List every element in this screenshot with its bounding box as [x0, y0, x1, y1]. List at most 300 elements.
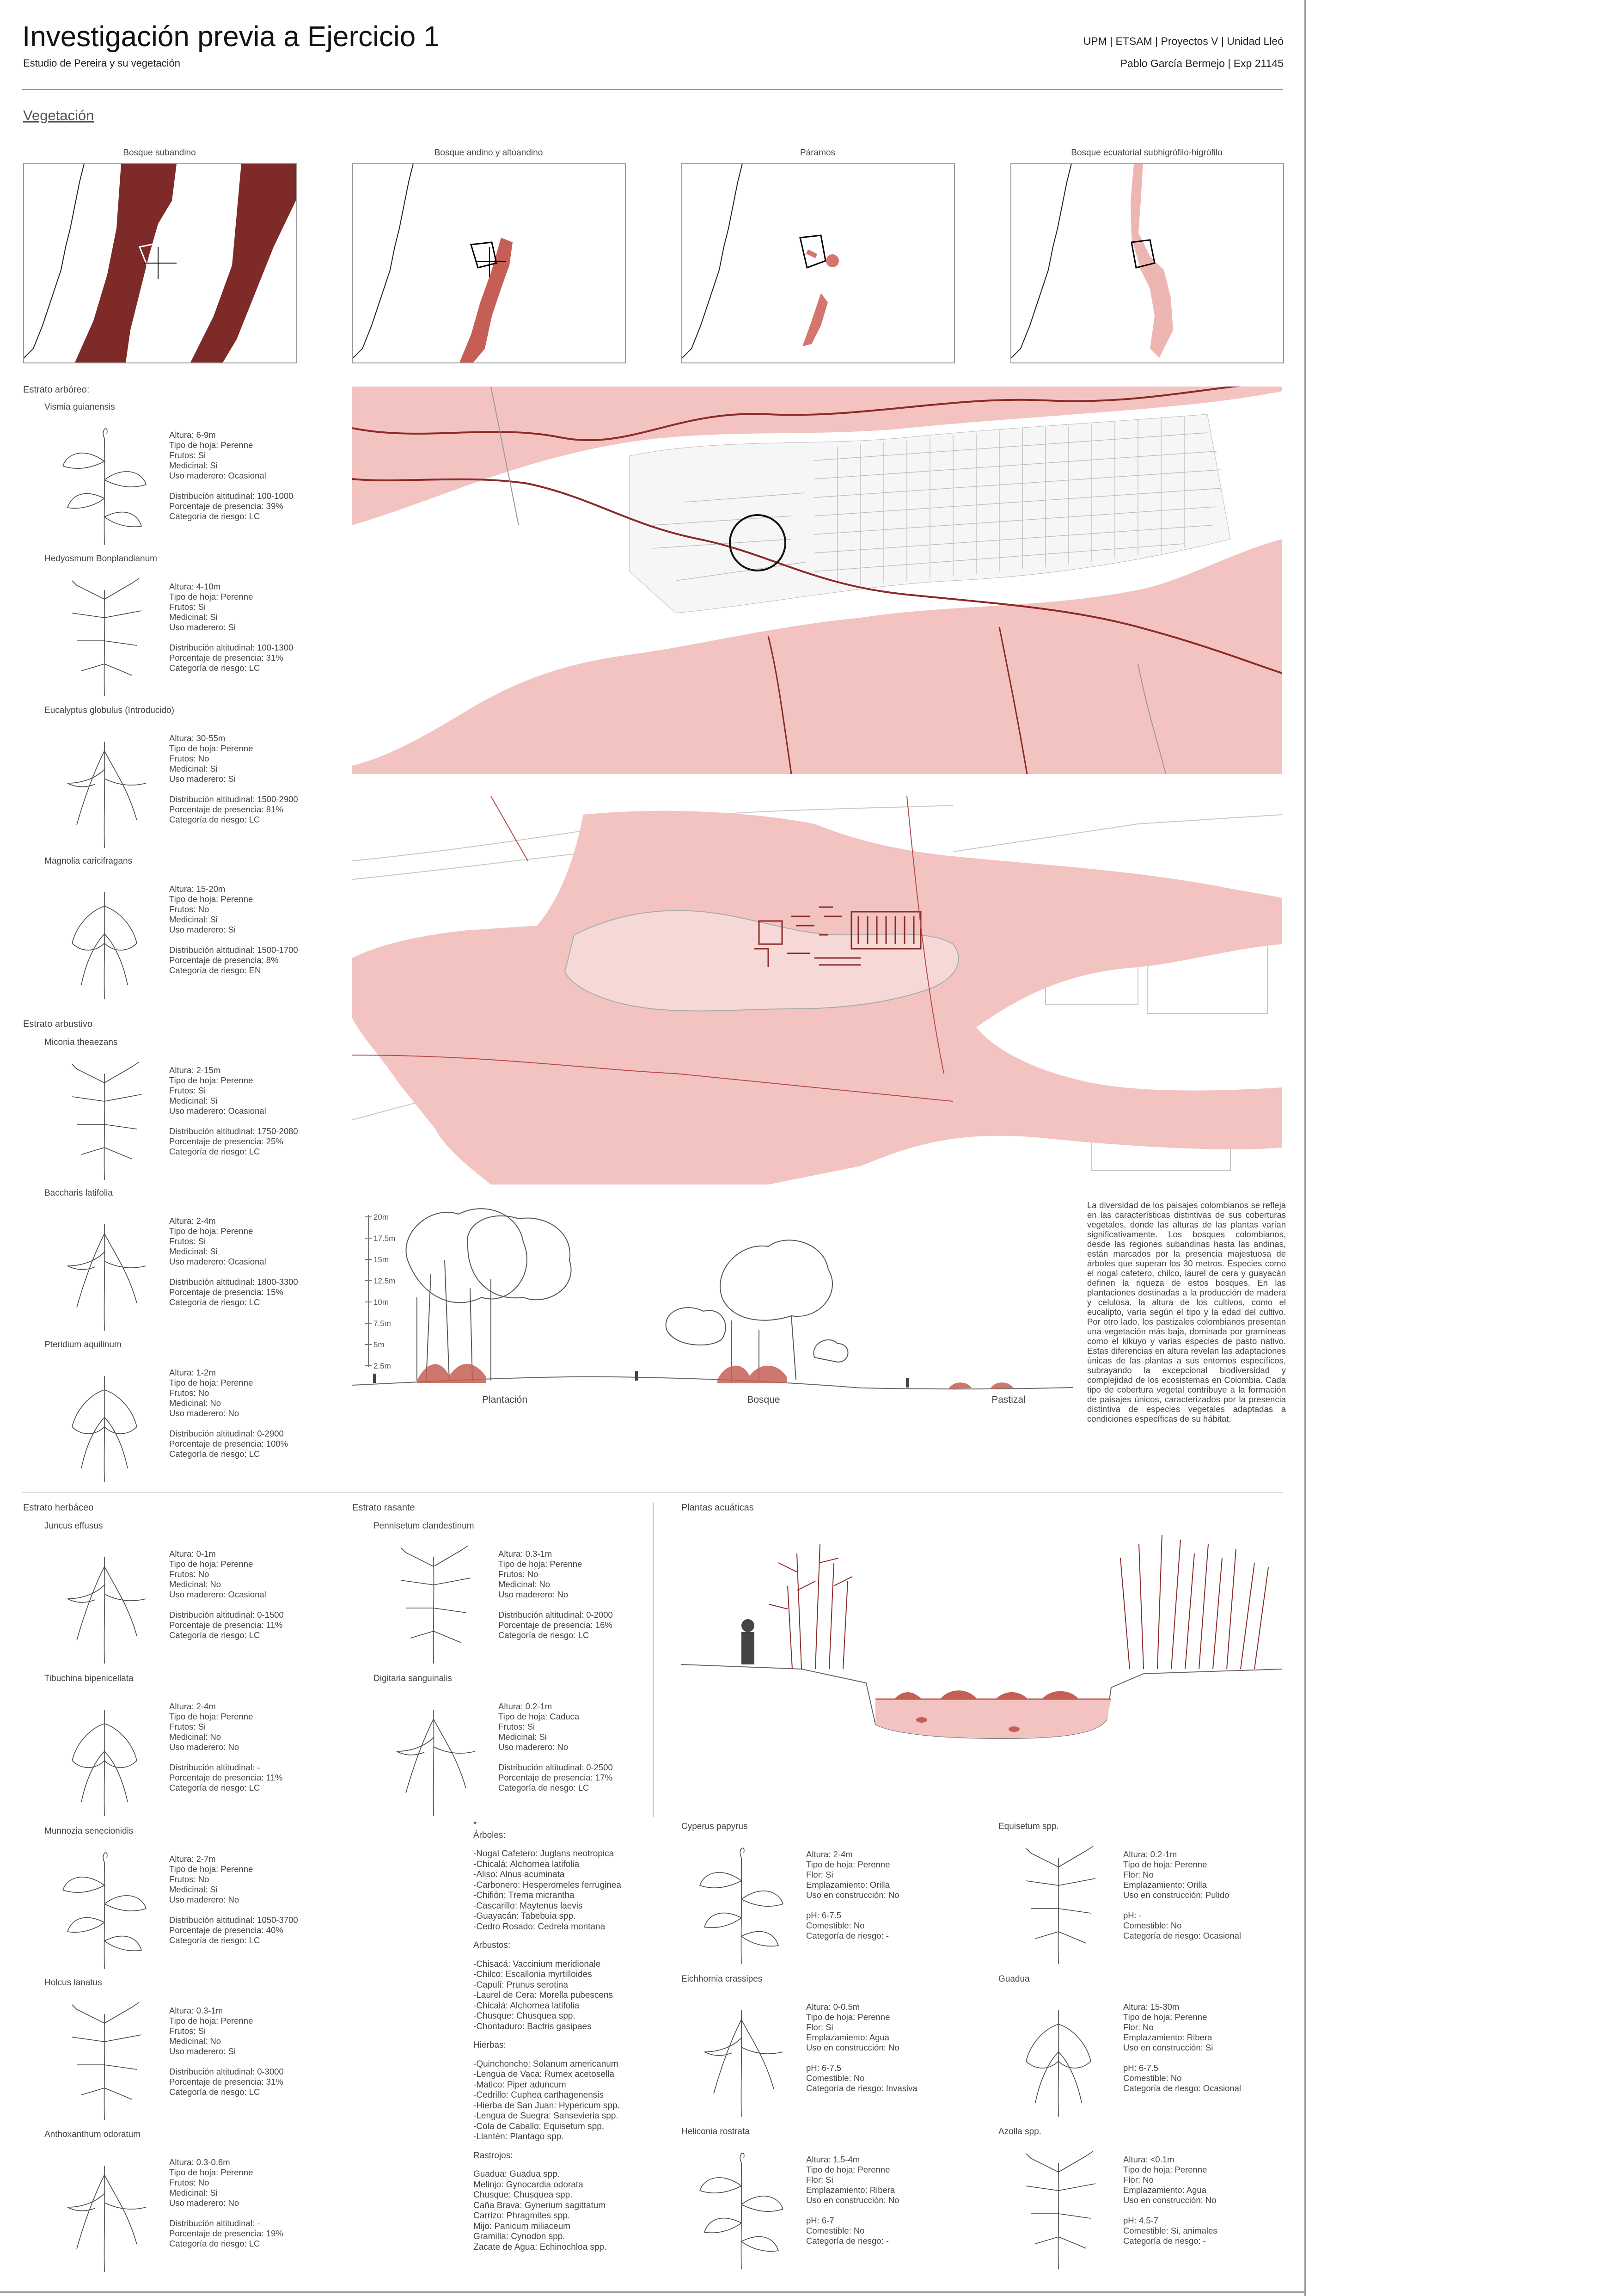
species-illustration — [49, 1995, 160, 2127]
species-attribute: Frutos: Si — [169, 1236, 206, 1246]
species-attribute: Uso maderero: No — [169, 1408, 239, 1418]
species-illustration — [49, 420, 160, 552]
species-name: Guadua — [998, 1974, 1030, 1984]
plant-illustration — [1003, 2144, 1114, 2274]
list-item: -Carbonero: Hesperomeles ferruginea — [473, 1880, 621, 1890]
species-name: Anthoxanthum odoratum — [44, 2130, 141, 2139]
plant-illustration — [686, 1839, 797, 1969]
species-attribute: Categoría de riesgo: LC — [169, 1147, 260, 1156]
species-attributes — [169, 1549, 284, 1640]
species-attribute: Frutos: No — [169, 1874, 209, 1884]
species-attribute: Emplazamiento: Agua — [806, 2032, 889, 2042]
aquatic-section-diagram — [681, 1516, 1282, 1748]
species-illustration — [49, 1691, 160, 1823]
list-item: -Guayacán: Tabebuia spp. — [473, 1911, 576, 1921]
list-item: -Capulí: Prunus serotina — [473, 1980, 568, 1990]
species-name: Pteridium aquilinum — [44, 1340, 122, 1350]
species-attribute: Altura: 0.3-1m — [498, 1549, 552, 1559]
species-name: Pennisetum clandestinum — [373, 1521, 474, 1531]
species-attribute: Altura: 1.5-4m — [806, 2155, 860, 2164]
plant-illustration — [378, 1539, 489, 1668]
species-attribute: Comestible: Si, animales — [1123, 2226, 1217, 2235]
plant-illustration — [49, 1691, 160, 1821]
plant-illustration — [686, 1992, 797, 2121]
species-attribute: Medicinal: Si — [169, 2188, 218, 2198]
list-item: Melinjo: Gynocardia odorata — [473, 2179, 583, 2190]
species-attribute: Altura: 1-2m — [169, 1368, 216, 1377]
species-illustration — [686, 2144, 797, 2276]
species-attribute: Categoría de riesgo: Ocasional — [1123, 1931, 1242, 1940]
species-attribute: Distribución altitudinal: 0-2500 — [498, 1762, 613, 1772]
species-attribute: Frutos: Si — [169, 2026, 206, 2036]
species-illustration — [1003, 2144, 1114, 2276]
stratum-arbustivo-title: Estrato arbustivo — [23, 1019, 93, 1029]
list-item: -Lengua de Vaca: Rumex acetosella — [473, 2069, 614, 2079]
species-attribute: Medicinal: Si — [169, 1885, 218, 1894]
species-attribute: Categoría de riesgo: LC — [498, 1630, 589, 1640]
species-attribute: Frutos: Si — [169, 450, 206, 460]
page-title: Investigación previa a Ejercicio 1 — [22, 21, 440, 53]
plant-illustration — [49, 1539, 160, 1668]
plant-illustration — [378, 1691, 489, 1821]
species-illustration — [49, 1844, 160, 1976]
species-attribute: Tipo de hoja: Perenne — [169, 592, 253, 602]
species-attribute: Categoría de riesgo: LC — [169, 1630, 260, 1640]
species-attribute: Tipo de hoja: Perenne — [169, 440, 253, 450]
species-attribute: pH: 4.5-7 — [1123, 2216, 1159, 2225]
list-item: Gramilla: Cynodon spp. — [473, 2232, 565, 2241]
species-attribute: Distribución altitudinal: 1800-3300 — [169, 1277, 298, 1287]
plant-illustration — [49, 1995, 160, 2125]
species-attributes — [1123, 2002, 1241, 2093]
species-attribute: Categoría de riesgo: Ocasional — [1123, 2083, 1242, 2093]
species-attributes — [169, 1216, 298, 1308]
list-title-hierbas: Hierbas: — [473, 2040, 506, 2050]
species-attribute: Categoría de riesgo: - — [806, 2236, 889, 2246]
map-caption: Bosque subandino — [123, 148, 196, 158]
species-attribute: Frutos: Si — [169, 1086, 206, 1095]
species-attribute: Porcentaje de presencia: 40% — [169, 1925, 283, 1935]
species-attribute: Uso maderero: Ocasional — [169, 1257, 266, 1266]
species-attribute: Categoría de riesgo: - — [1123, 2236, 1206, 2246]
species-attribute: Tipo de hoja: Perenne — [1123, 2012, 1207, 2022]
plant-illustration — [49, 1844, 160, 1973]
species-attribute: Tipo de hoja: Caduca — [498, 1712, 580, 1721]
list-item: -Llantén: Plantago spp. — [473, 2132, 564, 2142]
species-attributes — [169, 884, 298, 976]
list-item: -Chicalá: Alchornea latifolia — [473, 2001, 580, 2011]
species-attribute: pH: 6-7.5 — [806, 2063, 842, 2073]
species-attribute: Uso maderero: Ocasional — [169, 1590, 266, 1599]
plant-illustration — [1003, 1839, 1114, 1969]
species-attribute: Porcentaje de presencia: 81% — [169, 804, 283, 814]
species-attribute: Altura: 15-30m — [1123, 2002, 1180, 2012]
height-tick-label: 17.5m — [373, 1234, 396, 1243]
species-attribute: Frutos: No — [169, 904, 209, 914]
species-attribute: Comestible: No — [1123, 2073, 1182, 2083]
species-attribute: Distribución altitudinal: 1750-2080 — [169, 1126, 298, 1136]
species-attribute: Categoría de riesgo: LC — [169, 1297, 260, 1307]
species-attribute: Uso maderero: Si — [169, 622, 236, 632]
species-attributes — [806, 2155, 899, 2246]
species-attribute: Uso maderero: No — [498, 1590, 569, 1599]
species-attribute: Emplazamiento: Ribera — [1123, 2032, 1212, 2042]
species-attribute: Medicinal: Si — [169, 1246, 218, 1256]
species-attribute: Tipo de hoja: Perenne — [169, 1378, 253, 1387]
species-attribute: Distribución altitudinal: 0-1500 — [169, 1610, 284, 1620]
species-attribute: Uso maderero: Ocasional — [169, 471, 266, 480]
list-item: -Chicalá: Alchornea latifolia — [473, 1859, 580, 1869]
species-attribute: Distribución altitudinal: 0-2000 — [498, 1610, 613, 1620]
species-attribute: Medicinal: No — [169, 1398, 221, 1408]
species-attribute: Tipo de hoja: Perenne — [1123, 1860, 1207, 1869]
height-tick-label: 15m — [373, 1255, 389, 1264]
height-tick-label: 5m — [373, 1340, 385, 1349]
header-course: UPM | ETSAM | Proyectos V | Unidad Lleó — [1083, 35, 1284, 47]
species-attribute: Emplazamiento: Orilla — [806, 1880, 890, 1890]
species-attribute: Uso maderero: No — [169, 2198, 239, 2208]
species-illustration — [1003, 1839, 1114, 1971]
campus-vegetation-map — [352, 796, 1282, 1185]
regional-map — [1010, 163, 1284, 363]
species-attribute: Porcentaje de presencia: 15% — [169, 1287, 283, 1297]
page-subtitle: Estudio de Pereira y su vegetación — [23, 57, 180, 69]
species-attribute: Frutos: Si — [169, 1722, 206, 1731]
species-attribute: Tipo de hoja: Perenne — [169, 1226, 253, 1236]
species-name: Magnolia caricifragans — [44, 856, 133, 866]
species-name: Digitaria sanguinalis — [373, 1674, 453, 1683]
species-attributes — [1123, 1849, 1241, 1941]
species-attribute: Distribución altitudinal: 100-1300 — [169, 643, 294, 652]
species-attribute: Tipo de hoja: Perenne — [1123, 2165, 1207, 2174]
description-paragraph: La diversidad de los paisajes colombianos se refleja en las características distintivas de sus coberturas vegetales, donde las alturas de las plantas varían significativamente. Los bosques colombianos, desde las regiones subandinas hasta las andinas, están marcados por la presencia majestuosa de árboles que superan los 30 metros. Especies como el nogal cafetero, chilco, laurel de cera y guayacán definen la riqueza de estos bosques. En las plantaciones destinadas a la producción de madera y celulosa, la altura de los cultivos, como el eucalipto, varía según el tipo y la edad del cultivo. Por otro lado, los pastizales colombianos presentan una vegetación más baja, dominada por gramíneas como el kikuyo y varias especies de pasto nativo. Estas diferencias en altura revelan las adaptaciones únicas de las plantas a sus entornos específicos, subrayando la excepcional biodiversidad y complejidad de los ecosistemas en Colombia. Cada tipo de cobertura vegetal contribuye a la formación de paisajes únicos, caracterizados por la presencia distintiva de especies vegetales adaptadas a condiciones específicas de su hábitat. — [1087, 1200, 1286, 1424]
species-attribute: Altura: 2-4m — [169, 1701, 216, 1711]
species-attribute: Comestible: No — [806, 2073, 865, 2083]
list-item: -Nogal Cafetero: Juglans neotropica — [473, 1849, 614, 1859]
species-attribute: Tipo de hoja: Perenne — [169, 2016, 253, 2026]
species-attribute: Tipo de hoja: Perenne — [169, 1075, 253, 1085]
species-attribute: Uso maderero: Ocasional — [169, 1106, 266, 1116]
species-attributes — [806, 1849, 899, 1941]
species-attribute: Altura: 0.3-1m — [169, 2006, 223, 2015]
species-attribute: Altura: 2-4m — [806, 1849, 853, 1859]
map-caption: Páramos — [800, 148, 836, 158]
species-attribute: Medicinal: Si — [169, 764, 218, 774]
list-item: -Cedrillo: Cuphea carthagenensis — [473, 2090, 604, 2100]
regional-map — [352, 163, 626, 363]
species-attributes — [169, 1368, 288, 1459]
species-attribute: Emplazamiento: Ribera — [806, 2185, 895, 2195]
species-attribute: Flor: Si — [806, 2175, 833, 2185]
species-attribute: Flor: No — [1123, 2175, 1154, 2185]
species-name: Hedyosmum Bonplandianum — [44, 554, 157, 564]
species-attribute: Frutos: No — [169, 1388, 209, 1398]
species-attribute: Altura: 0.2-1m — [1123, 1849, 1177, 1859]
species-attribute: Tipo de hoja: Perenne — [806, 1860, 890, 1869]
list-item: Zacate de Agua: Echinochloa spp. — [473, 2242, 607, 2252]
species-attribute: Categoría de riesgo: LC — [169, 511, 260, 521]
species-attribute: Altura: 0-1m — [169, 1549, 216, 1559]
plant-illustration — [1003, 1992, 1114, 2121]
plant-illustration — [49, 723, 160, 853]
species-attribute: Uso maderero: No — [169, 1742, 239, 1752]
list-title-rastrojos: Rastrojos: — [473, 2150, 513, 2161]
species-attribute: Uso maderero: Si — [169, 2046, 236, 2056]
stratum-rasante-title: Estrato rasante — [352, 1503, 415, 1513]
species-attribute: Categoría de riesgo: EN — [169, 965, 261, 975]
species-attribute: Tipo de hoja: Perenne — [498, 1559, 582, 1569]
plant-illustration — [686, 2144, 797, 2274]
species-attributes — [169, 2157, 283, 2249]
species-attribute: pH: 6-7.5 — [1123, 2063, 1159, 2073]
map-caption: Bosque ecuatorial subhigrófilo-higrófilo — [1071, 148, 1223, 158]
species-illustration — [686, 1992, 797, 2124]
species-attribute: Categoría de riesgo: LC — [498, 1783, 589, 1793]
species-attribute: Flor: No — [1123, 1870, 1154, 1879]
species-illustration — [49, 571, 160, 703]
species-attribute: Tipo de hoja: Perenne — [806, 2165, 890, 2174]
species-name: Azolla spp. — [998, 2127, 1041, 2136]
regional-map — [681, 163, 955, 363]
species-attribute: Altura: 6-9m — [169, 430, 216, 440]
species-attribute: Porcentaje de presencia: 11% — [169, 1773, 283, 1782]
species-attribute: Uso maderero: Si — [169, 774, 236, 784]
map-caption: Bosque andino y altoandino — [434, 148, 543, 158]
section-title: Vegetación — [23, 107, 94, 123]
stratum-herbaceo-title: Estrato herbáceo — [23, 1503, 94, 1513]
species-attribute: Medicinal: Si — [169, 1096, 218, 1105]
species-attributes — [806, 2002, 918, 2093]
sheet-border-bottom — [0, 2291, 1306, 2293]
vegetation-section-diagram — [352, 1205, 1073, 1418]
species-illustration — [1003, 1992, 1114, 2124]
species-attribute: Distribución altitudinal: - — [169, 1762, 260, 1772]
species-illustration — [49, 1206, 160, 1338]
species-name: Eucalyptus globulus (Introducido) — [44, 706, 174, 715]
section-label-pastizal: Pastizal — [991, 1394, 1026, 1405]
species-name: Heliconia rostrata — [681, 2127, 750, 2136]
species-attribute: Frutos: Si — [498, 1722, 535, 1731]
species-attribute: Porcentaje de presencia: 11% — [169, 1620, 283, 1630]
species-attribute: Comestible: No — [806, 1921, 865, 1930]
species-attributes — [1123, 2155, 1217, 2246]
species-attribute: Categoría de riesgo: LC — [169, 2087, 260, 2097]
species-attribute: Categoría de riesgo: Invasiva — [806, 2083, 918, 2093]
species-attribute: Medicinal: Si — [169, 612, 218, 622]
species-attribute: Uso en construcción: No — [1123, 2195, 1217, 2205]
column-divider — [653, 1503, 654, 1817]
species-attributes — [169, 1065, 298, 1157]
section-label-bosque: Bosque — [747, 1394, 780, 1405]
species-attribute: Categoría de riesgo: LC — [169, 663, 260, 673]
list-item: -Cola de Caballo: Equisetum spp. — [473, 2121, 605, 2131]
list-item: -Aliso: Alnus acuminata — [473, 1870, 565, 1879]
species-attribute: Distribución altitudinal: 100-1000 — [169, 491, 294, 501]
list-title-arbustos: Arbustos: — [473, 1940, 511, 1950]
species-attribute: Distribución altitudinal: 1500-2900 — [169, 794, 298, 804]
regional-map — [23, 163, 297, 363]
species-name: Miconia theaezans — [44, 1037, 118, 1047]
species-attribute: Uso en construcción: No — [806, 2043, 899, 2052]
species-attributes — [169, 582, 293, 673]
species-lists — [473, 1820, 649, 2253]
list-title-arboles: Árboles: — [473, 1830, 506, 1840]
species-attribute: Categoría de riesgo: LC — [169, 815, 260, 824]
species-illustration — [49, 874, 160, 1006]
species-name: Eichhornia crassipes — [681, 1974, 763, 1984]
species-attributes — [169, 1701, 282, 1793]
species-attribute: Uso maderero: Si — [169, 925, 236, 934]
species-attribute: Porcentaje de presencia: 25% — [169, 1136, 283, 1146]
pereira-city-vegetation-map — [352, 387, 1282, 774]
species-name: Munnozia senecionidis — [44, 1826, 134, 1836]
list-item: Caña Brava: Gynerium sagittatum — [473, 2200, 606, 2210]
species-attribute: Altura: <0.1m — [1123, 2155, 1174, 2164]
species-name: Juncus effusus — [44, 1521, 103, 1531]
species-attribute: Categoría de riesgo: LC — [169, 1935, 260, 1945]
species-attribute: Uso maderero: No — [169, 1895, 239, 1904]
species-illustration — [49, 2147, 160, 2279]
species-attributes — [169, 733, 298, 825]
species-attribute: Flor: Si — [806, 1870, 833, 1879]
species-attribute: Categoría de riesgo: LC — [169, 1783, 260, 1793]
species-attribute: Tipo de hoja: Perenne — [806, 2012, 890, 2022]
species-attribute: Porcentaje de presencia: 19% — [169, 2228, 283, 2238]
species-name: Vismia guianensis — [44, 402, 115, 412]
species-attribute: Tipo de hoja: Perenne — [169, 1712, 253, 1721]
species-attributes — [498, 1549, 613, 1640]
list-item: -Cascarillo: Maytenus laevis — [473, 1901, 583, 1911]
list-item: -Cedro Rosado: Cedrela montana — [473, 1922, 606, 1932]
species-attribute: Comestible: No — [806, 2226, 865, 2235]
list-item: -Chifión: Trema micrantha — [473, 1891, 575, 1900]
species-attributes — [169, 430, 293, 522]
species-name: Equisetum spp. — [998, 1822, 1059, 1831]
species-attribute: Distribución altitudinal: 0-2900 — [169, 1429, 284, 1438]
species-illustration — [49, 723, 160, 855]
species-attribute: Porcentaje de presencia: 31% — [169, 653, 283, 663]
species-attribute: Porcentaje de presencia: 100% — [169, 1439, 288, 1449]
species-attribute: Distribución altitudinal: 1500-1700 — [169, 945, 298, 955]
plant-illustration — [49, 420, 160, 549]
header-author: Pablo García Bermejo | Exp 21145 — [1120, 57, 1284, 69]
section-label-plantacion: Plantación — [482, 1394, 528, 1405]
list-item: -Hierba de San Juan: Hypericum spp. — [473, 2100, 620, 2111]
species-attribute: Tipo de hoja: Perenne — [169, 1559, 253, 1569]
species-attribute: Altura: 0.2-1m — [498, 1701, 552, 1711]
species-attribute: Altura: 0.3-0.6m — [169, 2157, 230, 2167]
species-attribute: Uso maderero: No — [498, 1742, 569, 1752]
species-attribute: Categoría de riesgo: - — [806, 1931, 889, 1940]
species-attribute: Categoría de riesgo: LC — [169, 1449, 260, 1459]
species-illustration — [686, 1839, 797, 1971]
species-illustration — [49, 1357, 160, 1489]
species-name: Holcus lanatus — [44, 1978, 102, 1988]
species-attribute: Tipo de hoja: Perenne — [169, 2167, 253, 2177]
species-attribute: Porcentaje de presencia: 17% — [498, 1773, 612, 1782]
list-item: Mijo: Panicum miliaceum — [473, 2221, 571, 2231]
plant-illustration — [49, 1206, 160, 1335]
list-item: -Chusque: Chusquea spp. — [473, 2011, 575, 2021]
species-attribute: pH: 6-7.5 — [806, 1910, 842, 1920]
species-attribute: Porcentaje de presencia: 8% — [169, 955, 279, 965]
species-attribute: Uso en construcción: No — [806, 1890, 899, 1900]
species-attribute: Emplazamiento: Orilla — [1123, 1880, 1207, 1890]
species-attribute: Distribución altitudinal: 1050-3700 — [169, 1915, 298, 1925]
list-item: -Laurel de Cera: Morella pubescens — [473, 1990, 613, 2000]
species-attribute: Flor: Si — [806, 2022, 833, 2032]
species-attribute: Comestible: No — [1123, 1921, 1182, 1930]
species-attributes — [498, 1701, 613, 1793]
plant-illustration — [49, 571, 160, 701]
species-attribute: Medicinal: Si — [169, 460, 218, 470]
species-name: Tibuchina bipenicellata — [44, 1674, 134, 1683]
species-name: Cyperus papyrus — [681, 1822, 748, 1831]
species-attribute: Frutos: No — [169, 754, 209, 763]
species-attribute: Porcentaje de presencia: 31% — [169, 2077, 283, 2087]
species-attribute: Distribución altitudinal: 0-3000 — [169, 2067, 284, 2076]
plant-illustration — [49, 1357, 160, 1487]
species-attribute: Altura: 2-15m — [169, 1065, 221, 1075]
species-attribute: Frutos: Si — [169, 602, 206, 612]
species-attribute: Medicinal: No — [498, 1579, 551, 1589]
species-attribute: Medicinal: Si — [169, 915, 218, 924]
list-item: Carrizo: Phragmites spp. — [473, 2211, 570, 2221]
species-attribute: Porcentaje de presencia: 16% — [498, 1620, 612, 1630]
stratum-arboreo-title: Estrato arbóreo: — [23, 385, 90, 395]
species-attribute: Medicinal: No — [169, 1579, 221, 1589]
list-item: -Chisacá: Vaccinium meridionale — [473, 1959, 601, 1969]
list-item: -Lengua de Suegra: Sansevieria spp. — [473, 2111, 618, 2121]
species-attribute: Distribución altitudinal: - — [169, 2218, 260, 2228]
header-divider — [22, 89, 1283, 90]
species-attribute: Altura: 4-10m — [169, 582, 221, 591]
species-illustration — [378, 1539, 489, 1670]
list-item: Chusque: Chusquea spp. — [473, 2190, 573, 2200]
list-item: -Chilco: Escallonia myrtilloides — [473, 1970, 592, 1979]
species-attributes — [169, 2006, 284, 2097]
height-tick-label: 7.5m — [373, 1319, 391, 1328]
species-attribute: Altura: 2-4m — [169, 1216, 216, 1226]
list-item: -Quinchoncho: Solanum americanum — [473, 2059, 618, 2069]
plant-illustration — [49, 874, 160, 1003]
species-attribute: Tipo de hoja: Perenne — [169, 743, 253, 753]
species-attribute: Medicinal: Si — [498, 1732, 547, 1742]
list-item: -Chontaduro: Bactris gasipaes — [473, 2021, 592, 2032]
species-attribute: Uso en construcción: No — [806, 2195, 899, 2205]
height-tick-label: 12.5m — [373, 1277, 396, 1285]
species-attribute: Medicinal: No — [169, 1732, 221, 1742]
species-attribute: Altura: 0-0.5m — [806, 2002, 860, 2012]
species-attribute: Uso en construcción: Pulido — [1123, 1890, 1230, 1900]
species-attribute: Uso en construcción: Si — [1123, 2043, 1213, 2052]
list-star: * — [473, 1820, 477, 1829]
species-attribute: Frutos: No — [498, 1569, 538, 1579]
species-attribute: Tipo de hoja: Perenne — [169, 1864, 253, 1874]
aquatic-plants-title: Plantas acuáticas — [681, 1503, 754, 1513]
list-item: -Matico: Piper aduncum — [473, 2080, 566, 2090]
species-name: Baccharis latifolia — [44, 1188, 113, 1198]
list-item: Guadua: Guadua spp. — [473, 2169, 560, 2179]
species-attribute: Altura: 30-55m — [169, 733, 226, 743]
species-attribute: pH: 6-7 — [806, 2216, 834, 2225]
sheet-border-right — [1304, 0, 1306, 2296]
height-tick-label: 10m — [373, 1298, 389, 1307]
species-attribute: Frutos: No — [169, 2178, 209, 2187]
species-attribute: pH: - — [1123, 1910, 1142, 1920]
species-attribute: Frutos: No — [169, 1569, 209, 1579]
species-attribute: Categoría de riesgo: LC — [169, 2239, 260, 2248]
